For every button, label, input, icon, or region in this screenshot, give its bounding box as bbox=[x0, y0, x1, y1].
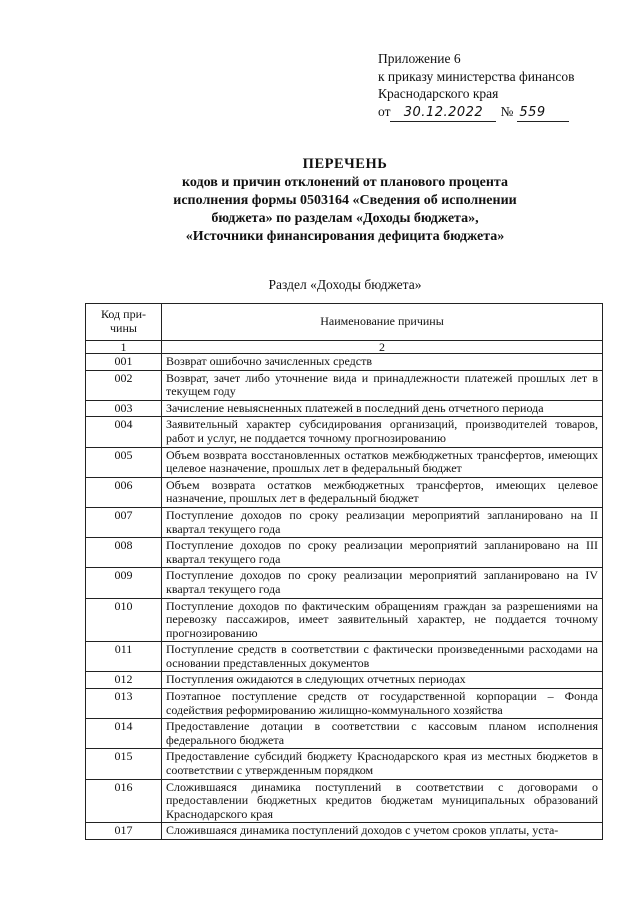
reason-text: Объем возврата восстановленных остатков межбюджетных трансфертов, имеющих целевое назначение, прошлых лет в федеральный бюджет bbox=[162, 447, 603, 477]
reason-code: 011 bbox=[86, 642, 162, 672]
reason-code: 009 bbox=[86, 568, 162, 598]
table-row bbox=[86, 538, 603, 568]
section-title: Раздел «Доходы бюджета» bbox=[268, 277, 422, 292]
reason-code: 013 bbox=[86, 689, 162, 719]
reason-code: 012 bbox=[86, 672, 162, 689]
reason-text: Поэтапное поступление средств от государственной корпорации – Фонда содействия реформированию жилищно-коммунального хозяйства bbox=[162, 689, 603, 719]
reason-code: 003 bbox=[86, 400, 162, 417]
reason-text: Предоставление субсидий бюджету Краснодарского края из местных бюджетов в соответствии с утвержденным порядком bbox=[162, 749, 603, 779]
appendix-block bbox=[378, 50, 575, 122]
appendix-line-3: Краснодарского края bbox=[378, 86, 499, 101]
table-row bbox=[86, 447, 603, 477]
column-number-code: 1 bbox=[86, 341, 162, 354]
reason-text: Поступление доходов по сроку реализации мероприятий запланировано на III квартал текущего года bbox=[162, 538, 603, 568]
reason-text: Сложившаяся динамика поступлений в соответствии с договорами о предоставлении бюджетных кредитов бюджетам муниципальных образований Краснодарского края bbox=[162, 779, 603, 823]
table-row bbox=[86, 598, 603, 642]
date-prefix: от bbox=[378, 103, 391, 119]
reason-code: 004 bbox=[86, 417, 162, 447]
handwritten-date: 30.12.2022 bbox=[390, 104, 496, 123]
table-row bbox=[86, 689, 603, 719]
header-code: Код при-чины bbox=[86, 304, 162, 341]
title-line-1: кодов и причин отклонений от планового процента bbox=[182, 175, 508, 190]
reason-text: Зачисление невыясненных платежей в последний день отчетного периода bbox=[162, 400, 603, 417]
table-row bbox=[86, 779, 603, 823]
reason-text: Поступления ожидаются в следующих отчетных периодах bbox=[162, 672, 603, 689]
header-reason: Наименование причины bbox=[162, 304, 603, 341]
reason-text: Поступление доходов по сроку реализации мероприятий запланировано на IV квартал текущего года bbox=[162, 568, 603, 598]
reason-code: 014 bbox=[86, 719, 162, 749]
reason-text: Возврат ошибочно зачисленных средств bbox=[162, 354, 603, 371]
table-row bbox=[86, 749, 603, 779]
column-number-row bbox=[86, 341, 603, 354]
reason-code: 007 bbox=[86, 507, 162, 537]
reason-code: 016 bbox=[86, 779, 162, 823]
handwritten-number: 559 bbox=[517, 104, 569, 123]
column-number-reason: 2 bbox=[162, 341, 603, 354]
reasons-table bbox=[85, 303, 603, 840]
table-row bbox=[86, 477, 603, 507]
reason-text: Поступление доходов по сроку реализации мероприятий запланировано на II квартал текущего года bbox=[162, 507, 603, 537]
table-row bbox=[86, 672, 603, 689]
table-row bbox=[86, 568, 603, 598]
reason-text: Возврат, зачет либо уточнение вида и принадлежности платежей прошлых лет в текущем году bbox=[162, 370, 603, 400]
reason-text: Заявительный характер субсидирования организаций, производителей товаров, работ и услуг, не поддается точному прогнозированию bbox=[162, 417, 603, 447]
appendix-line-2: к приказу министерства финансов bbox=[378, 68, 575, 84]
table-row bbox=[86, 370, 603, 400]
table-row bbox=[86, 507, 603, 537]
appendix-line-1: Приложение 6 bbox=[378, 51, 461, 66]
title-line-2: исполнения формы 0503164 «Сведения об исполнении bbox=[173, 193, 517, 208]
reason-text: Поступление средств в соответствии с фактически произведенными расходами на основании представленных документов bbox=[162, 642, 603, 672]
reason-code: 010 bbox=[86, 598, 162, 642]
reason-text: Предоставление дотации в соответствии с кассовым планом исполнения федерального бюджета bbox=[162, 719, 603, 749]
reason-text: Поступление доходов по фактическим обращениям граждан за разрешениями на перевозку пассажиров, имеет заявительный характер, не поддается точному прогнозированию bbox=[162, 598, 603, 642]
reason-code: 005 bbox=[86, 447, 162, 477]
table-row bbox=[86, 719, 603, 749]
reason-code: 017 bbox=[86, 823, 162, 840]
reason-code: 008 bbox=[86, 538, 162, 568]
table-row bbox=[86, 417, 603, 447]
table-row bbox=[86, 642, 603, 672]
reason-text: Объем возврата остатков межбюджетных трансфертов, имеющих целевое назначение, прошлых лет в федеральный бюджет bbox=[162, 477, 603, 507]
table-row bbox=[86, 354, 603, 371]
table-header-row bbox=[86, 304, 603, 341]
title-line-3: бюджета» по разделам «Доходы бюджета», bbox=[211, 211, 479, 226]
reason-code: 002 bbox=[86, 370, 162, 400]
reason-code: 001 bbox=[86, 354, 162, 371]
reason-code: 006 bbox=[86, 477, 162, 507]
number-sign: № bbox=[500, 103, 514, 119]
document-title bbox=[100, 155, 590, 246]
reason-code: 015 bbox=[86, 749, 162, 779]
table-row bbox=[86, 400, 603, 417]
title-line-4: «Источники финансирования дефицита бюджета» bbox=[185, 229, 505, 244]
appendix-date-line bbox=[378, 103, 575, 123]
table-row bbox=[86, 823, 603, 840]
title-heading: ПЕРЕЧЕНЬ bbox=[302, 156, 388, 172]
reason-text: Сложившаяся динамика поступлений доходов с учетом сроков уплаты, уста- bbox=[162, 823, 603, 840]
